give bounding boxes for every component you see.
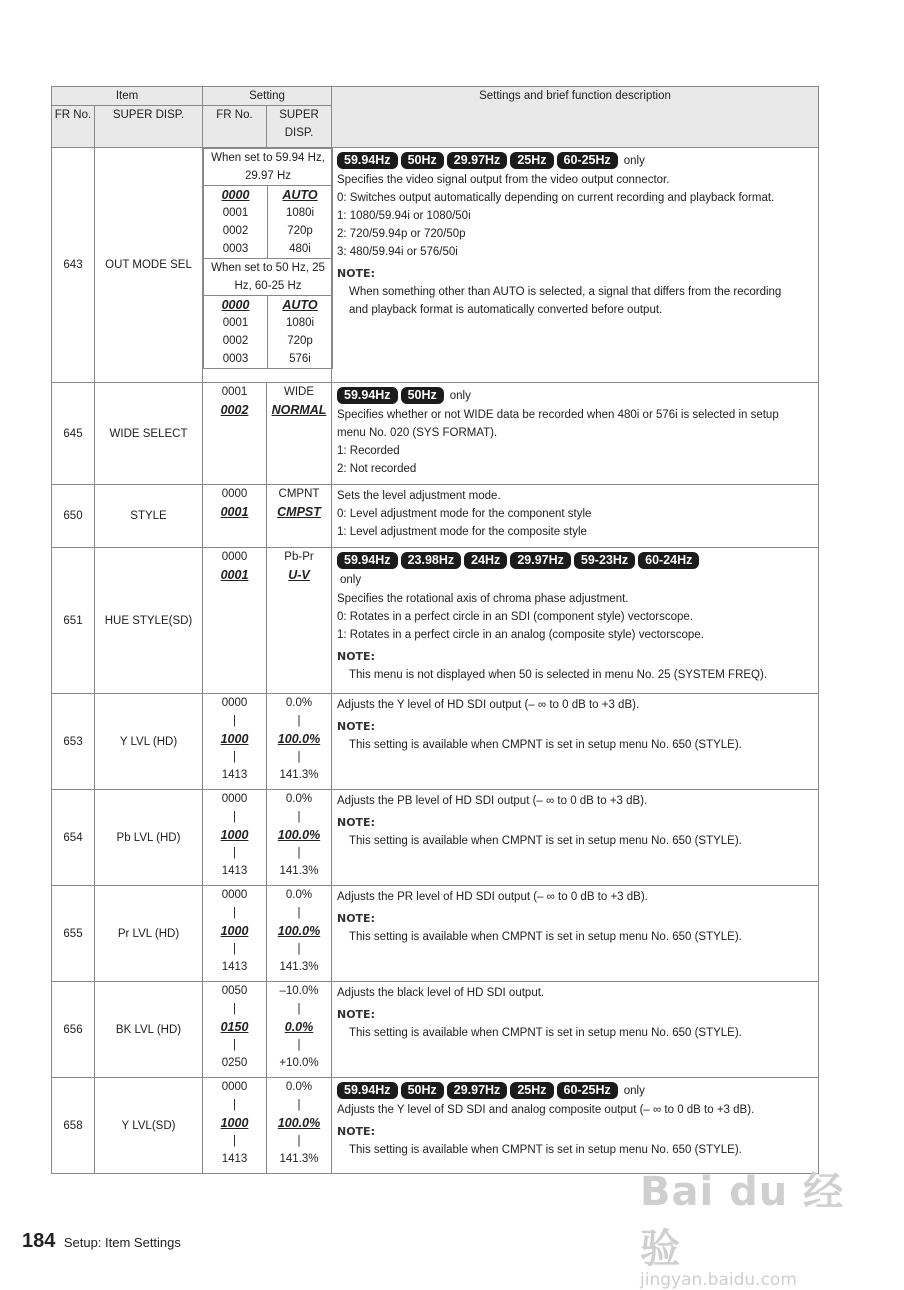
fr-number: 651 bbox=[52, 548, 95, 694]
freq-tag: 24Hz bbox=[464, 552, 507, 569]
freq-tag: 25Hz bbox=[510, 1082, 553, 1099]
fr-values: 0001 0002 bbox=[203, 383, 267, 485]
description: Adjusts the PB level of HD SDI output (– ∞ to 0 dB to +3 dB). NOTE: This setting is available when CMPNT is set in setup menu No. 650 (STYLE). bbox=[332, 790, 819, 886]
freq-tag: 29.97Hz bbox=[447, 1082, 508, 1099]
freq-tag: 60-24Hz bbox=[638, 552, 699, 569]
note-label: NOTE: bbox=[337, 267, 375, 280]
frequency-tags: 59.94Hz 50Hz 29.97Hz 25Hz 60-25Hz only bbox=[337, 152, 812, 170]
description: Adjusts the PR level of HD SDI output (– ∞ to 0 dB to +3 dB). NOTE: This setting is available when CMPNT is set in setup menu No. 650 (STYLE). bbox=[332, 886, 819, 982]
watermark-brand: Bai du 经验 bbox=[640, 1169, 845, 1272]
item-name: OUT MODE SEL bbox=[95, 148, 203, 383]
super-disp-values: 0.0% | 100.0% | 141.3% bbox=[267, 1078, 332, 1174]
fr-number: 655 bbox=[52, 886, 95, 982]
fr-number: 658 bbox=[52, 1078, 95, 1174]
note-label: NOTE: bbox=[337, 816, 375, 829]
freq-tag: 50Hz bbox=[401, 387, 444, 404]
header-setting-fr-no: FR No. bbox=[203, 106, 267, 148]
frequency-tags: 59.94Hz 50Hz 29.97Hz 25Hz 60-25Hz only bbox=[337, 1082, 812, 1100]
freq-tag: 29.97Hz bbox=[510, 552, 571, 569]
note-label: NOTE: bbox=[337, 912, 375, 925]
fr-values: 0000 0001 0002 0003 bbox=[204, 186, 268, 259]
header-item: Item bbox=[52, 87, 203, 106]
table-row bbox=[52, 886, 819, 982]
super-disp-values: CMPNT CMPST bbox=[267, 485, 332, 548]
watermark bbox=[640, 1160, 850, 1290]
header-super-disp: SUPER DISP. bbox=[95, 106, 203, 148]
table-row bbox=[52, 548, 819, 694]
section-title: Setup: Item Settings bbox=[63, 1235, 181, 1250]
freq-tag: 50Hz bbox=[401, 1082, 444, 1099]
header-description: Settings and brief function description bbox=[332, 87, 819, 148]
fr-number: 654 bbox=[52, 790, 95, 886]
page-number: 184 bbox=[22, 1230, 56, 1252]
fr-values: 0000 | 1000 | 1413 bbox=[203, 886, 267, 982]
frequency-tags: 59.94Hz 50Hz only bbox=[337, 387, 812, 405]
fr-values: 0050 | 0150 | 0250 bbox=[203, 982, 267, 1078]
item-name: Pb LVL (HD) bbox=[95, 790, 203, 886]
description: 59.94Hz 50Hz 29.97Hz 25Hz 60-25Hz only Adjusts the Y level of SD SDI and analog composite output (– ∞ to 0 dB to +3 dB). NOTE: This setting is available when CMPNT is set in setup menu No. 650 (STYLE). bbox=[332, 1078, 819, 1174]
setting-values bbox=[203, 148, 332, 383]
freq-tag: 60-25Hz bbox=[557, 1082, 618, 1099]
freq-tag: 50Hz bbox=[401, 152, 444, 169]
item-name: Pr LVL (HD) bbox=[95, 886, 203, 982]
fr-values: 0000 0001 bbox=[203, 485, 267, 548]
freq-tag: 59.94Hz bbox=[337, 1082, 398, 1099]
freq-tag: 60-25Hz bbox=[557, 152, 618, 169]
table-row bbox=[52, 982, 819, 1078]
note-label: NOTE: bbox=[337, 1008, 375, 1021]
table-row bbox=[52, 694, 819, 790]
item-name: WIDE SELECT bbox=[95, 383, 203, 485]
description: Sets the level adjustment mode. 0: Level adjustment mode for the component style 1: Level adjustment mode for the composite style bbox=[332, 485, 819, 548]
item-name: Y LVL (HD) bbox=[95, 694, 203, 790]
note-label: NOTE: bbox=[337, 1125, 375, 1138]
freq-tag: 59.94Hz bbox=[337, 152, 398, 169]
freq-tag: 59.94Hz bbox=[337, 387, 398, 404]
item-name: Y LVL(SD) bbox=[95, 1078, 203, 1174]
freq-tag: 29.97Hz bbox=[447, 152, 508, 169]
header-setting-super-disp: SUPER DISP. bbox=[267, 106, 332, 148]
super-disp-values: AUTO 1080i 720p 576i bbox=[268, 296, 333, 369]
header-fr-no: FR No. bbox=[52, 106, 95, 148]
note-label: NOTE: bbox=[337, 650, 375, 663]
frequency-tags bbox=[337, 552, 812, 570]
table-row bbox=[52, 790, 819, 886]
fr-values: 0000 | 1000 | 1413 bbox=[203, 790, 267, 886]
watermark-url: jingyan.baidu.com bbox=[640, 1270, 797, 1290]
item-name: BK LVL (HD) bbox=[95, 982, 203, 1078]
item-name: HUE STYLE(SD) bbox=[95, 548, 203, 694]
table-row bbox=[52, 485, 819, 548]
fr-number: 650 bbox=[52, 485, 95, 548]
description: Adjusts the Y level of HD SDI output (– ∞ to 0 dB to +3 dB). NOTE: This setting is available when CMPNT is set in setup menu No. 650 (STYLE). bbox=[332, 694, 819, 790]
super-disp-values: 0.0% | 100.0% | 141.3% bbox=[267, 886, 332, 982]
fr-number: 656 bbox=[52, 982, 95, 1078]
note-label: NOTE: bbox=[337, 720, 375, 733]
fr-values: 0000 0001 0002 0003 bbox=[204, 296, 268, 369]
super-disp-values: 0.0% | 100.0% | 141.3% bbox=[267, 790, 332, 886]
super-disp-values: AUTO 1080i 720p 480i bbox=[268, 186, 333, 259]
header-setting: Setting bbox=[203, 87, 332, 106]
freq-tag: 59.94Hz bbox=[337, 552, 398, 569]
table-row bbox=[52, 383, 819, 485]
fr-number: 653 bbox=[52, 694, 95, 790]
description: 59.94Hz 23.98Hz 24Hz 29.97Hz 59-23Hz 60-24Hz only Specifies the rotational axis of chroma phase adjustment. 0: Rotates in a perfect circle in an SDI (component style) vectorscope. 1: Rotates in a perfect circle in an analog (composite style) vectorscope. NOTE: This menu is not displayed when 50 is selected in menu No. 25 (SYSTEM FREQ). bbox=[332, 548, 819, 694]
super-disp-values: –10.0% | 0.0% | +10.0% bbox=[267, 982, 332, 1078]
fr-number: 643 bbox=[52, 148, 95, 383]
description: 59.94Hz 50Hz only Specifies whether or not WIDE data be recorded when 480i or 576i is selected in setup menu No. 020 (SYS FORMAT). 1: Recorded 2: Not recorded bbox=[332, 383, 819, 485]
freq-tag: 23.98Hz bbox=[401, 552, 462, 569]
super-disp-values: WIDE NORMAL bbox=[267, 383, 332, 485]
description: 59.94Hz 50Hz 29.97Hz 25Hz 60-25Hz only Specifies the video signal output from the video output connector. 0: Switches output automatically depending on current recording and playback format. 1: 1080/59.94i or 1080/50i 2: 720/59.94p or 720/50p 3: 480/59.94i or 576/50i NOTE: When something other than AUTO is selected, a signal that differs from the recording and playback format is automatically converted before output. bbox=[332, 148, 819, 383]
freq-tag: 59-23Hz bbox=[574, 552, 635, 569]
settings-table bbox=[51, 86, 819, 1174]
fr-values: 0000 0001 bbox=[203, 548, 267, 694]
freq-tag: 25Hz bbox=[510, 152, 553, 169]
fr-values: 0000 | 1000 | 1413 bbox=[203, 694, 267, 790]
description: Adjusts the black level of HD SDI output. NOTE: This setting is available when CMPNT is set in setup menu No. 650 (STYLE). bbox=[332, 982, 819, 1078]
super-disp-values: Pb-Pr U-V bbox=[267, 548, 332, 694]
setting-caption: When set to 50 Hz, 25 Hz, 60-25 Hz bbox=[204, 259, 333, 296]
table-row bbox=[52, 148, 819, 383]
setting-caption: When set to 59.94 Hz, 29.97 Hz bbox=[204, 149, 333, 186]
super-disp-values: 0.0% | 100.0% | 141.3% bbox=[267, 694, 332, 790]
item-name: STYLE bbox=[95, 485, 203, 548]
fr-number: 645 bbox=[52, 383, 95, 485]
fr-values: 0000 | 1000 | 1413 bbox=[203, 1078, 267, 1174]
page-footer bbox=[22, 1230, 181, 1253]
